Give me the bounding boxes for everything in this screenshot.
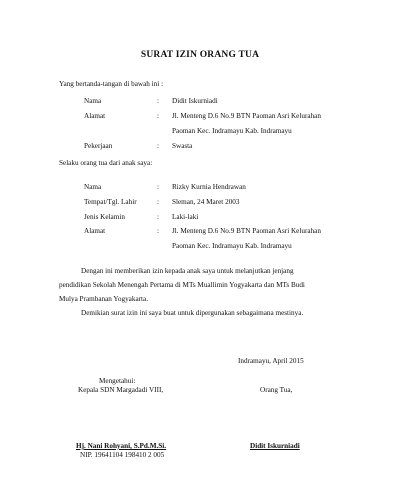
parent-address-label: Alamat: [84, 112, 106, 120]
body-line-2: pendidikan Sekolah Menengah Pertama di MTs Muallimin Yogyakarta dan MTs Budi: [59, 281, 305, 289]
parent-job-label: Pekerjaan: [84, 142, 113, 150]
letter-title: SURAT IZIN ORANG TUA: [140, 50, 260, 60]
colon: :: [157, 198, 159, 206]
parent-name-value: Didit Iskurniadi: [172, 97, 218, 105]
child-address-cont: Paoman Kec. Indramayu Kab. Indramayu: [172, 242, 292, 250]
left-signer-name: Hj. Nani Rohyani, S.Pd.M.Si.: [76, 442, 167, 450]
child-name-label: Nama: [84, 183, 102, 191]
child-name-value: Rizky Kurnia Hendrawan: [172, 183, 246, 191]
parent-address-value: Jl. Menteng D.6 No.9 BTN Paoman Asri Kelurahan: [172, 112, 321, 120]
intro-text: Yang bertanda-tangan di bawah ini :: [59, 80, 164, 88]
colon: :: [157, 183, 159, 191]
parent-address-cont: Paoman Kec. Indramayu Kab. Indramayu: [172, 127, 292, 135]
child-intro-text: Selaku orang tua dari anak saya:: [59, 159, 153, 167]
child-gender-label: Jenis Kelamin: [84, 213, 125, 221]
right-signer-name: Didit Iskurniadi: [250, 442, 300, 450]
knowing-label: Mengetahui:: [99, 377, 136, 385]
parent-name-label: Nama: [84, 97, 102, 105]
colon: :: [157, 213, 159, 221]
parent-job-value: Swasta: [172, 142, 193, 150]
child-birth-value: Sleman, 24 Maret 2003: [172, 198, 240, 206]
left-signer-role: Kepala SDN Margadadi VIII,: [78, 386, 164, 394]
colon: :: [157, 227, 159, 235]
colon: :: [157, 142, 159, 150]
child-address-value: Jl. Menteng D.6 No.9 BTN Paoman Asri Kelurahan: [172, 227, 321, 235]
child-birth-label: Tempat/Tgl. Lahir: [84, 198, 137, 206]
colon: :: [157, 97, 159, 105]
body-line-1: Dengan ini memberikan izin kepada anak saya untuk melanjutkan jenjang: [81, 267, 294, 275]
closing-text: Demikian surat izin ini saya buat untuk dipergunakan sebagaimana mestinya.: [81, 309, 304, 317]
place-date: Indramayu, April 2015: [238, 357, 304, 365]
right-signer-role: Orang Tua,: [260, 386, 293, 394]
body-line-3: Mulya Prambanan Yogyakarta.: [59, 295, 149, 303]
child-address-label: Alamat: [84, 227, 106, 235]
colon: :: [157, 112, 159, 120]
left-signer-nip: NIP. 19641104 198410 2 005: [80, 451, 165, 459]
child-gender-value: Laki-laki: [172, 213, 199, 221]
